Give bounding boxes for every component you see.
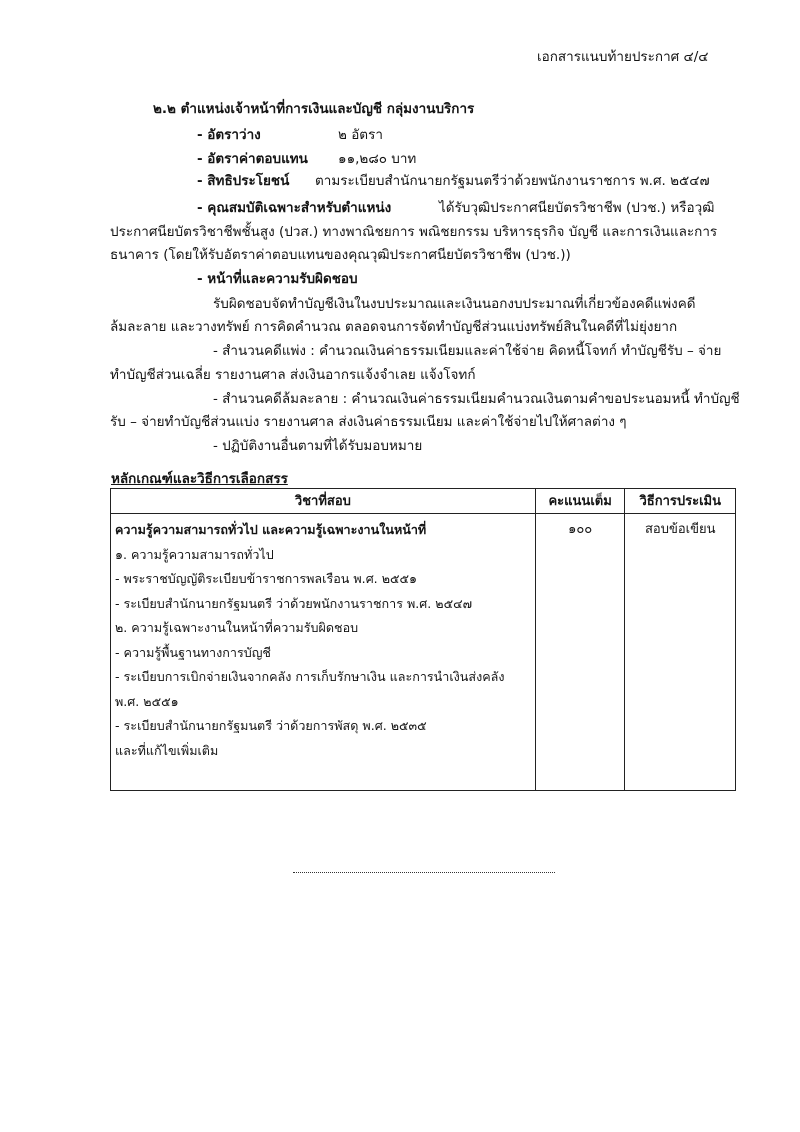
duties-line: รับ – จ่ายทำบัญชีส่วนแบ่ง รายงานศาล ส่งเงินค่าธรรมเนียม และค่าใช้จ่ายไปให้ศาลต่าง ๆ [110, 414, 627, 430]
duties-label: - หน้าที่และความรับผิดชอบ [197, 271, 358, 287]
qualification-line: ประกาศนียบัตรวิชาชีพชั้นสูง (ปวส.) ทางพาณิชยการ พณิชยกรรม บริหารธุรกิจ บัญชี และการเงินและการ [110, 224, 718, 240]
criteria-header-row [111, 489, 736, 514]
criteria-row [111, 514, 736, 791]
subject-line: - พระราชบัญญัติระเบียบข้าราชการพลเรือน พ.ศ. ๒๕๕๑ [115, 571, 418, 586]
score-cell: ๑๐๐ [535, 514, 625, 791]
qualification-line: ได้รับวุฒิประกาศนียบัตรวิชาชีพ (ปวช.) หรือวุฒิ [439, 200, 715, 216]
subject-cell [111, 514, 536, 791]
subject-line: พ.ศ. ๒๕๕๑ [115, 693, 179, 709]
subject-line: - ระเบียบสำนักนายกรัฐมนตรี ว่าด้วยพนักงานราชการ พ.ศ. ๒๕๔๗ [115, 595, 473, 611]
subject-line: - ระเบียบการเบิกจ่ายเงินจากคลัง การเก็บรักษาเงิน และการนำเงินส่งคลัง [115, 669, 505, 684]
qualification-line: ธนาคาร (โดยให้รับอัตราค่าตอบแทนของคุณวุฒิประกาศนียบัตรวิชาชีพ (ปวช.)) [110, 247, 571, 263]
column-header-score: คะแนนเต็ม [535, 489, 625, 514]
salary-label: - อัตราค่าตอบแทน [197, 151, 308, 167]
column-header-method: วิธีการประเมิน [625, 489, 736, 514]
subject-line: และที่แก้ไขเพิ่มเติม [115, 742, 219, 758]
subject-line: - ระเบียบสำนักนายกรัฐมนตรี ว่าด้วยการพัสดุ พ.ศ. ๒๕๓๕ [115, 718, 427, 733]
benefit-label: - สิทธิประโยชน์ [197, 173, 290, 189]
subject-title: ความรู้ความสามารถทั่วไป และความรู้เฉพาะงานในหน้าที่ [115, 522, 427, 537]
subject-line: - ความรู้พื้นฐานทางการบัญชี [115, 644, 271, 660]
column-header-subject: วิชาที่สอบ [111, 489, 536, 514]
subject-line: ๒. ความรู้เฉพาะงานในหน้าที่ความรับผิดชอบ [115, 620, 359, 635]
method-cell: สอบข้อเขียน [625, 514, 736, 791]
salary-value: ๑๑,๒๘๐ บาท [338, 151, 417, 167]
duties-line: - สำนวนคดีแพ่ง : คำนวณเงินค่าธรรมเนียมและค่าใช้จ่าย คิดหนี้โจทก์ ทำบัญชีรับ – จ่าย [213, 343, 722, 359]
benefit-value: ตามระเบียบสำนักนายกรัฐมนตรีว่าด้วยพนักงานราชการ พ.ศ. ๒๕๔๗ [315, 173, 710, 189]
end-divider [293, 872, 555, 873]
vacancy-label: - อัตราว่าง [197, 127, 261, 143]
criteria-heading: หลักเกณฑ์และวิธีการเลือกสรร [111, 471, 288, 487]
criteria-table [110, 488, 736, 791]
position-title: ๒.๒ ตำแหน่งเจ้าหน้าที่การเงินและบัญชี กลุ่มงานบริการ [153, 101, 475, 117]
duties-line: - สำนวนคดีล้มละลาย : คำนวณเงินค่าธรรมเนียมคำนวณเงินตามคำขอประนอมหนี้ ทำบัญชี [213, 391, 740, 407]
duties-line: รับผิดชอบจัดทำบัญชีเงินในงบประมาณและเงินนอกงบประมาณที่เกี่ยวข้องคดีแพ่งคดี [213, 296, 696, 312]
qualification-label: - คุณสมบัติเฉพาะสำหรับตำแหน่ง [197, 200, 392, 216]
document-reference: เอกสารแนบท้ายประกาศ ๔/๔ [537, 49, 709, 65]
vacancy-value: ๒ อัตรา [338, 127, 383, 143]
duties-line: ล้มละลาย และวางทรัพย์ การคิดคำนวณ ตลอดจนการจัดทำบัญชีส่วนแบ่งทรัพย์สินในคดีที่ไม่ยุ่งยาก [110, 319, 678, 335]
duties-line: - ปฏิบัติงานอื่นตามที่ได้รับมอบหมาย [213, 438, 423, 454]
subject-line: ๑. ความรู้ความสามารถทั่วไป [115, 546, 274, 562]
duties-line: ทำบัญชีส่วนเฉลี่ย รายงานศาล ส่งเงินอากรแจ้งจำเลย แจ้งโจทก์ [110, 367, 476, 383]
